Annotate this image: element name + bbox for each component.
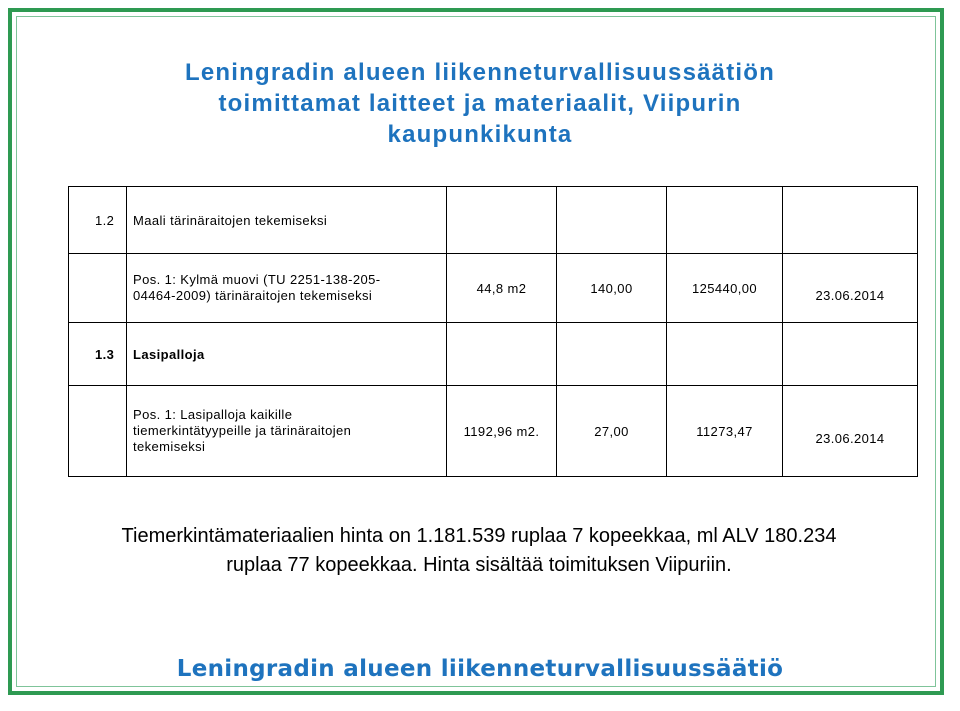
table-section-row — [69, 187, 918, 254]
item-description-line: tekemiseksi — [133, 439, 206, 454]
table-cell — [783, 323, 918, 386]
item-total: 11273,47 — [667, 386, 783, 477]
table-cell — [69, 254, 127, 323]
table-cell — [667, 187, 783, 254]
item-quantity: 44,8 m2 — [447, 254, 557, 323]
table-cell — [557, 323, 667, 386]
price-note-line-1: Tiemerkintämateriaalien hinta on 1.181.539 ruplaa 7 kopeekkaa, ml ALV 180.234 — [121, 525, 837, 547]
item-description — [127, 386, 447, 477]
item-unit-price: 27,00 — [557, 386, 667, 477]
item-date-cell — [783, 254, 918, 323]
page-title-line-3: kaupunkikunta — [387, 121, 573, 148]
table-cell — [447, 187, 557, 254]
section-label: Maali tärinäraitojen tekemiseksi — [127, 187, 447, 254]
table-row — [69, 386, 918, 477]
table-cell — [447, 323, 557, 386]
materials-table — [68, 186, 918, 477]
section-number: 1.3 — [69, 323, 127, 386]
item-date-cell — [783, 386, 918, 477]
item-date: 23.06.2014 — [815, 430, 885, 446]
page-title-line-2: toimittamat laitteet ja materiaalit, Viipurin — [218, 90, 742, 117]
item-unit-price: 140,00 — [557, 254, 667, 323]
table-cell — [783, 187, 918, 254]
footer-organization: Leningradin alueen liikenneturvallisuussäätiö — [176, 656, 784, 682]
item-total: 125440,00 — [667, 254, 783, 323]
item-description-line: tiemerkintätyypeille ja tärinäraitojen — [133, 423, 352, 438]
section-label: Lasipalloja — [127, 323, 447, 386]
item-quantity: 1192,96 m2. — [447, 386, 557, 477]
item-description-line: Pos. 1: Lasipalloja kaikille — [133, 407, 293, 422]
page-title-line-1: Leningradin alueen liikenneturvallisuussäätiön — [185, 59, 775, 86]
table-cell — [557, 187, 667, 254]
item-description — [127, 254, 447, 323]
section-number: 1.2 — [69, 187, 127, 254]
table-cell — [69, 386, 127, 477]
table-cell — [667, 323, 783, 386]
item-date: 23.06.2014 — [815, 287, 885, 303]
item-description-line: Pos. 1: Kylmä muovi (TU 2251-138-205- — [133, 272, 381, 287]
item-description-line: 04464-2009) tärinäraitojen tekemiseksi — [133, 288, 373, 303]
table-section-row — [69, 323, 918, 386]
price-note-line-2: ruplaa 77 kopeekkaa. Hinta sisältää toimituksen Viipuriin. — [226, 554, 732, 576]
table-row — [69, 254, 918, 323]
